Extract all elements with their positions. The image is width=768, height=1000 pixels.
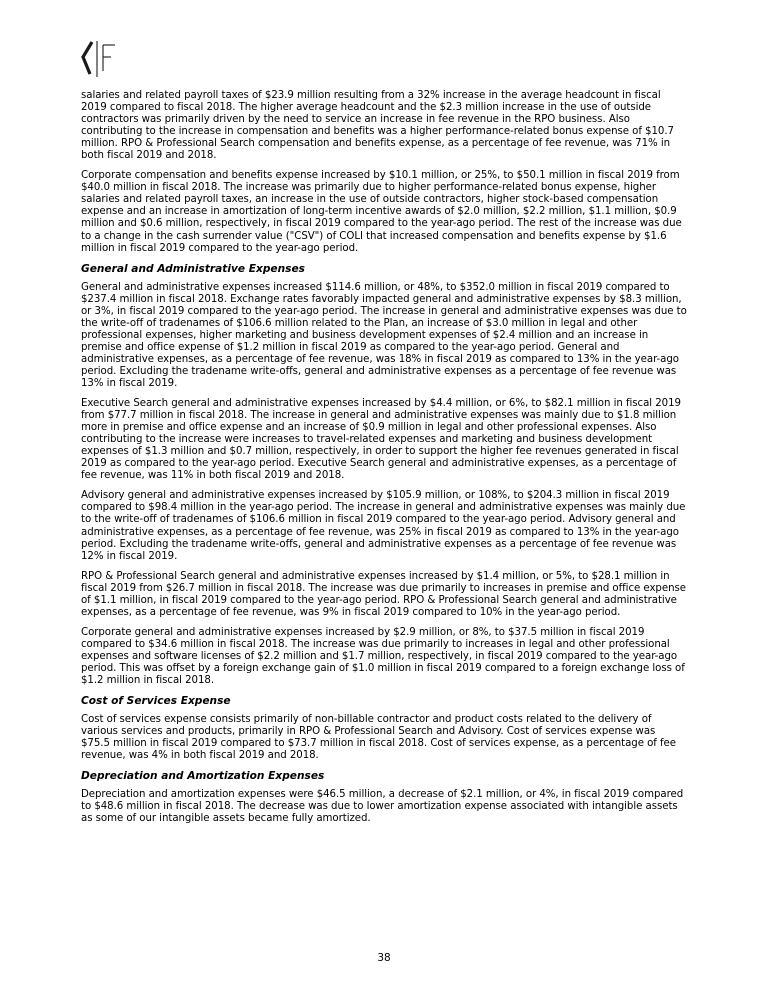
page-number: 38	[377, 952, 391, 964]
heading-depreciation-amortization: Depreciation and Amortization Expenses	[81, 770, 325, 783]
heading-cost-of-services: Cost of Services Expense	[81, 695, 231, 708]
heading-general-administrative: General and Administrative Expenses	[81, 262, 305, 275]
paragraph-cost-of-services: Cost of services expense consists primarily of non-billable contractor and product costs related to the delivery of various services and products, primarily in RPO & Professional Search and Advisory. Cost of services expense was $75.5 million in fiscal 2019 compared to $73.7 million in fiscal 2018. Cost of services expense, as a percentage of fee revenue, was 4% in both fiscal 2019 and 2018.	[81, 714, 676, 762]
paragraph-corporate-compensation: Corporate compensation and benefits expense increased by $10.1 million, or 25%, to $50.1 million in fiscal 2019 from $40.0 million in fiscal 2018. The increase was primarily due to higher performance-related bonus expense, higher salaries and related payroll taxes, an increase in the use of outside contractors, higher stock-based compensation expense and an increase in amortization of long-term incentive awards of $2.0 million, $2.2 million, $1.1 million, $0.9 million and $0.6 million, respectively, in fiscal 2019 compared to the year-ago period. The rest of the increase was due to a change in the cash surrender value ("CSV") of COLI that increased compensation and benefits expense by $1.6 million in fiscal 2019 compared to the year-ago period.	[81, 170, 682, 254]
paragraph-ga-corporate: Corporate general and administrative expenses increased by $2.9 million, or 8%, to $37.5 million in fiscal 2019 compared to $34.6 million in fiscal 2018. The increase was due primarily to increases in legal and other professional expenses and software licenses of $2.2 million and $1.7 million, respectively, in fiscal 2019 compared to the year-ago period. This was offset by a foreign exchange gain of $1.0 million in fiscal 2019 compared to a foreign exchange loss of $1.2 million in fiscal 2018.	[81, 626, 685, 687]
paragraph-ga-rpo: RPO & Professional Search general and administrative expenses increased by $1.4 million, or 5%, to $28.1 million in fiscal 2019 from $26.7 million in fiscal 2018. The increase was due primarily to increases in premise and office expense of $1.1 million, in fiscal 2019 compared to the year-ago period. RPO & Professional Search general and administrative expenses, as a percentage of fee revenue, was 9% in fiscal 2019 compared to 10% in the year-ago period.	[81, 570, 686, 618]
paragraph-ga-executive-search: Executive Search general and administrative expenses increased by $4.4 million, or 6%, to $82.1 million in fiscal 2019 from $77.7 million in fiscal 2018. The increase in general and administrative expenses was mainly due to $1.8 million more in premise and office expense and an increase of $0.9 million in legal and other professional expenses. Also contributing to the increase were increases to travel-related expenses and marketing and business development expenses of $1.3 million and $0.7 million, respectively, in order to support the higher fee revenues generated in fiscal 2019 as compared to the year-ago period. Executive Search general and administrative expenses, as a percentage of fee revenue, was 11% in both fiscal 2019 and 2018.	[81, 398, 681, 482]
document-body	[81, 90, 687, 833]
paragraph-rpo-compensation: salaries and related payroll taxes of $23.9 million resulting from a 32% increase in the average headcount in fiscal 2019 compared to fiscal 2018. The higher average headcount and the $2.3 million increase in the use of outside contractors was primarily driven by the need to service an increase in fee revenue in the RPO business. Also contributing to the increase in compensation and benefits was a higher performance-related bonus expense of $10.7 million. RPO & Professional Search compensation and benefits expense, as a percentage of fee revenue, was 71% in both fiscal 2019 and 2018.	[81, 90, 674, 162]
kf-logo-icon	[80, 40, 124, 78]
paragraph-ga-total: General and administrative expenses increased $114.6 million, or 48%, to $352.0 million in fiscal 2019 compared to $237.4 million in fiscal 2018. Exchange rates favorably impacted general and administrative expenses by $8.3 million, or 3%, in fiscal 2019 compared to the year-ago period. The increase in general and administrative expenses was due to the write-off of tradenames of $106.6 million related to the Plan, an increase of $3.0 million in legal and other professional expenses, higher marketing and business development expenses of $2.4 million and an increase in premise and office expense of $1.2 million in fiscal 2019 as compared to the year-ago period. General and administrative expenses, as a percentage of fee revenue, was 18% in fiscal 2019 as compared to 13% in the year-ago period. Excluding the tradename write-offs, general and administrative expenses as a percentage of fee revenue was 13% in fiscal 2019.	[81, 281, 687, 389]
paragraph-depreciation-amortization: Depreciation and amortization expenses were $46.5 million, a decrease of $2.1 million, or 4%, in fiscal 2019 compared to $48.6 million in fiscal 2018. The decrease was due to lower amortization expense associated with intangible assets as some of our intangible assets became fully amortized.	[81, 789, 684, 825]
paragraph-ga-advisory: Advisory general and administrative expenses increased by $105.9 million, or 108%, to $204.3 million in fiscal 2019 compared to $98.4 million in the year-ago period. The increase in general and administrative expenses was mainly due to the write-off of tradenames of $106.6 million in fiscal 2019 compared to the year-ago period. Advisory general and administrative expenses, as a percentage of fee revenue, was 25% in fiscal 2019 as compared to 13% in the year-ago period. Excluding the tradename write-offs, general and administrative expenses as a percentage of fee revenue was 12% in fiscal 2019.	[81, 490, 686, 562]
